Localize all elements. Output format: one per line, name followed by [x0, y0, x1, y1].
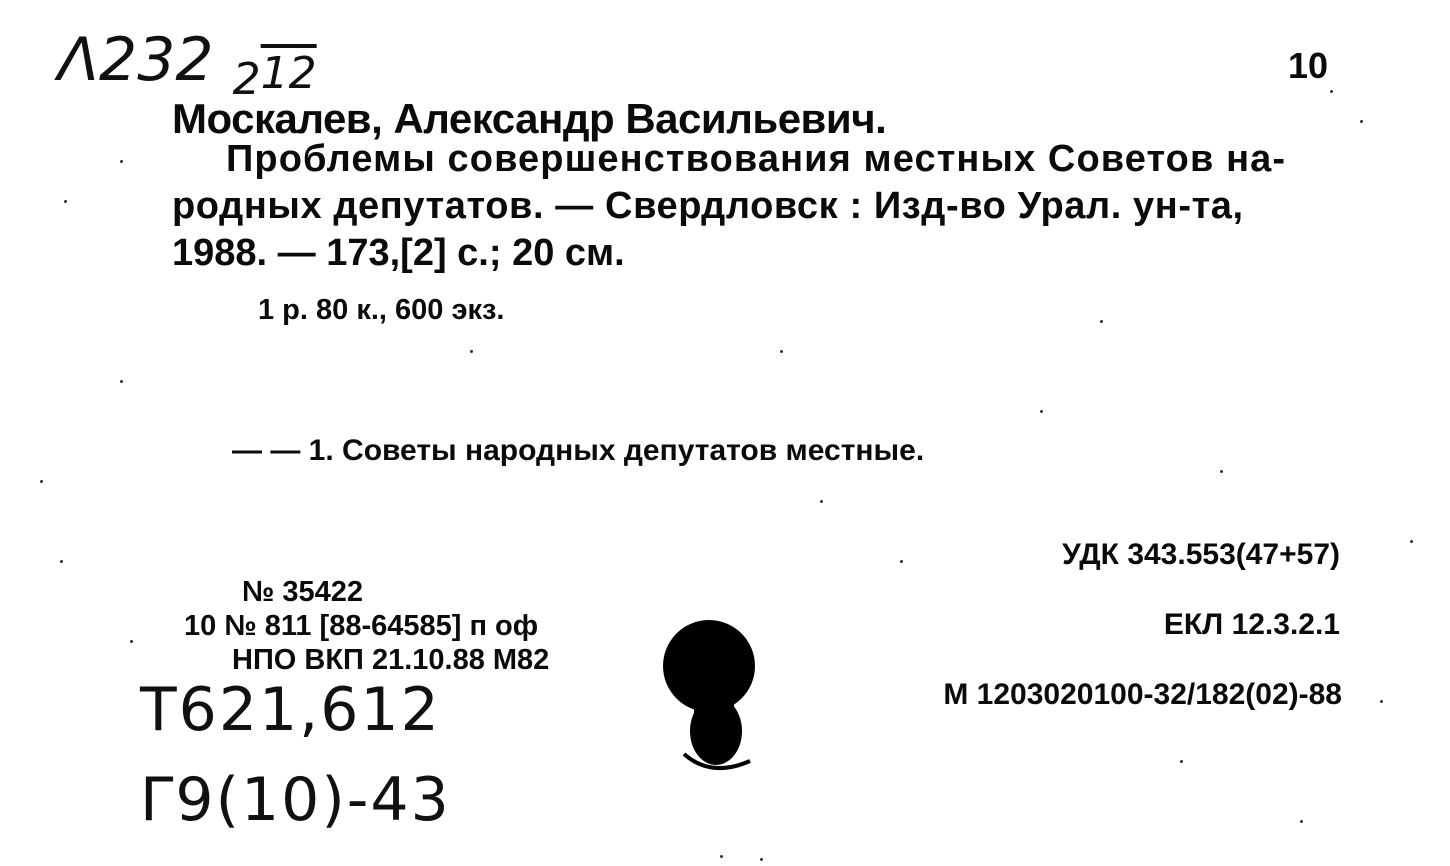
subject-heading: — — 1. Советы народных депутатов местные.: [232, 434, 925, 467]
shelf-mark-sup: 2: [232, 54, 261, 105]
print-info-line-1: № 35422: [242, 576, 364, 608]
print-info-line-2: 10 № 811 [88-64585] п оф: [184, 610, 539, 642]
print-info-line-3: НПО ВКП 21.10.88 М82: [232, 644, 550, 676]
handwritten-shelf-mark: [58, 25, 317, 105]
author-heading: Москалев, Александр Васильевич.: [172, 95, 887, 142]
catalog-code: М 1203020100-32/182(02)-88: [943, 678, 1342, 711]
punch-hole-icon: [656, 616, 766, 786]
card-number: 10: [1288, 45, 1329, 86]
description-line-3: 1988. — 173,[2] с.; 20 см.: [172, 232, 625, 274]
ekl-code: ЕКЛ 12.3.2.1: [1163, 608, 1340, 641]
shelf-mark-right: 12: [260, 48, 317, 99]
handwritten-note-1: T621,612: [140, 675, 441, 745]
shelf-mark-main: Λ232: [58, 25, 214, 95]
description-line-1: Проблемы совершенствования местных Советов на-: [226, 138, 1287, 180]
udk-code: УДК 343.553(47+57): [1062, 538, 1340, 571]
description-line-2: родных депутатов. — Свердловск : Изд-во Урал. ун-та,: [172, 185, 1244, 227]
price-and-run: 1 р. 80 к., 600 экз.: [258, 294, 505, 326]
handwritten-note-2: Γ9(10)-43: [140, 765, 451, 835]
